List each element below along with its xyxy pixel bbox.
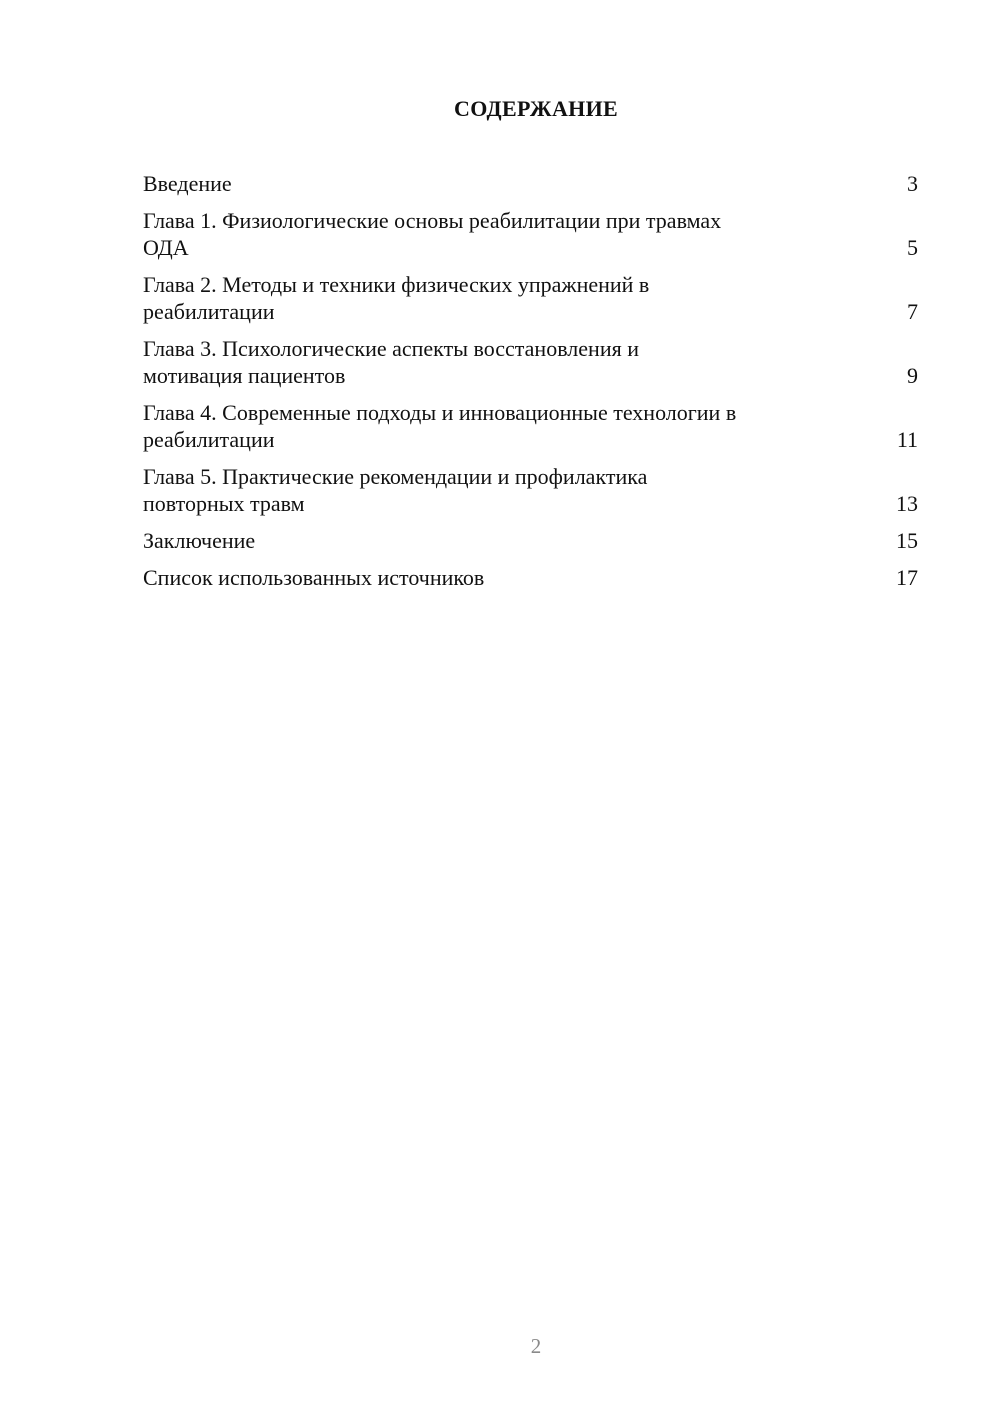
- page-number: 2: [530, 1334, 542, 1358]
- toc-entry-title: Список использованных источников: [143, 565, 485, 590]
- toc-entry-page: 5: [907, 235, 918, 260]
- toc-entry-page: 9: [907, 363, 918, 388]
- toc-entry-introduction[interactable]: [143, 170, 918, 197]
- table-of-contents: [143, 170, 918, 601]
- toc-entry-title: Введение: [143, 171, 232, 196]
- toc-entry-conclusion[interactable]: [143, 527, 918, 554]
- page-title: СОДЕРЖАНИЕ: [454, 96, 618, 121]
- toc-entry-page: 11: [896, 427, 918, 452]
- toc-entry-title: Глава 4. Современные подходы и инновационные технологии в реабилитации: [143, 400, 737, 452]
- toc-entry-page: 7: [907, 299, 918, 324]
- toc-entry-chapter-1[interactable]: [143, 207, 918, 261]
- toc-entry-title: Заключение: [143, 528, 256, 553]
- toc-entry-chapter-4[interactable]: [143, 399, 918, 453]
- toc-entry-title: Глава 2. Методы и техники физических упражнений в реабилитации: [143, 272, 650, 324]
- toc-entry-chapter-3[interactable]: [143, 335, 918, 389]
- toc-entry-page: 3: [907, 171, 918, 196]
- toc-entry-title: Глава 5. Практические рекомендации и профилактика повторных травм: [143, 464, 648, 516]
- toc-entry-references[interactable]: [143, 564, 918, 591]
- toc-entry-chapter-5[interactable]: [143, 463, 918, 517]
- toc-entry-page: 15: [896, 528, 918, 553]
- toc-entry-page: 13: [896, 491, 918, 516]
- toc-entry-title: Глава 3. Психологические аспекты восстановления и мотивация пациентов: [143, 336, 639, 388]
- toc-entry-chapter-2[interactable]: [143, 271, 918, 325]
- toc-entry-title: Глава 1. Физиологические основы реабилитации при травмах ОДА: [143, 208, 722, 260]
- toc-entry-page: 17: [896, 565, 918, 590]
